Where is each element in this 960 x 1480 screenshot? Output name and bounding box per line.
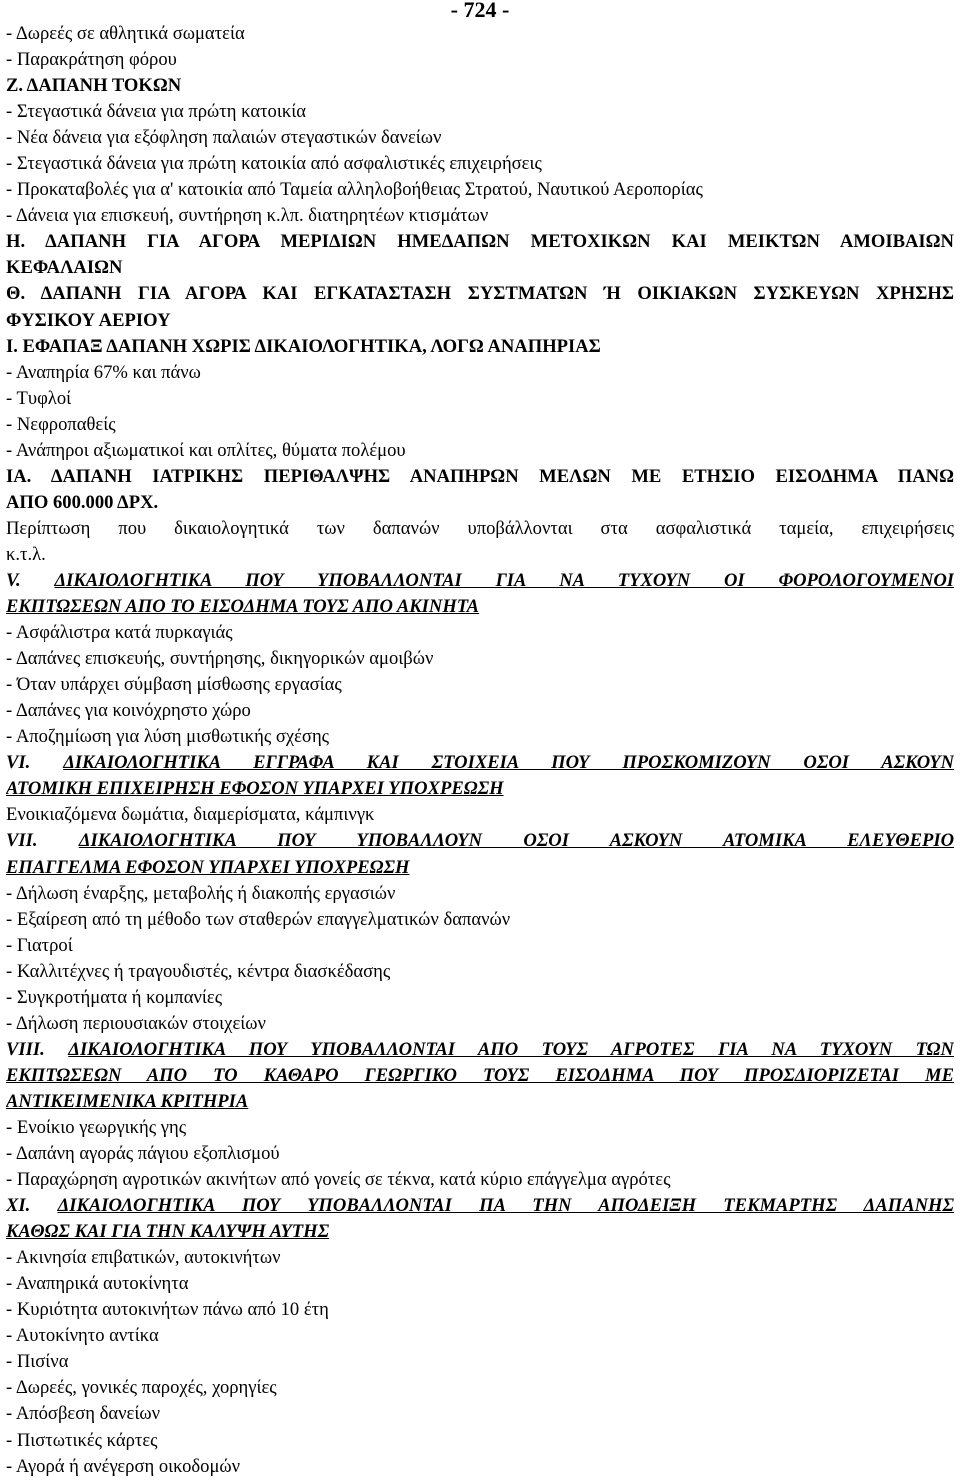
text-line: - Ασφάλιστρα κατά πυρκαγιάς (6, 622, 233, 644)
text-line: - Στεγαστικά δάνεια για πρώτη κατοικία (6, 101, 306, 123)
section-heading: ΕΚΠΤΩΣΕΩΝ ΑΠΟ ΤΟ ΕΙΣΟΔΗΜΑ ΤΟΥΣ ΑΠΟ ΑΚΙΝΗΤΑ (6, 596, 480, 618)
subsection-heading: Θ. ΔΑΠΑΝΗ ΓΙΑ ΑΓΟΡΑ ΚΑΙ ΕΓΚΑΤΑΣΤΑΣΗ ΣΥΣΤΜΑΤΩΝ Ή ΟΙΚΙΑΚΩΝ ΣΥΣΚΕΥΩΝ ΧΡΗΣΗΣ (6, 283, 954, 305)
text-line: - Προκαταβολές για α' κατοικία από Ταμεία αλληλοβοήθειας Στρατού, Ναυτικού Αεροπορίας (6, 179, 703, 201)
section-heading: VIII. ΔΙΚΑΙΟΛΟΓΗΤΙΚΑ ΠΟΥ ΥΠΟΒΑΛΛΟΝΤΑΙ ΑΠΟ ΤΟΥΣ ΑΓΡΟΤΕΣ ΓΙΑ ΝΑ ΤΥΧΟΥΝ ΤΩΝ (6, 1038, 954, 1060)
text-line: - Τυφλοί (6, 387, 72, 409)
text-line: - Αυτοκίνητο αντίκα (6, 1325, 159, 1347)
document-body (6, 21, 954, 1480)
text-line: - Δήλωση έναρξης, μεταβολής ή διακοπής εργασιών (6, 882, 396, 904)
text-line: - Πιστωτικές κάρτες (6, 1429, 158, 1451)
text-line: - Δαπάνες για κοινόχρηστο χώρο (6, 700, 251, 722)
text-line: - Ενοίκιο γεωργικής γης (6, 1116, 187, 1138)
text-line: - Παραχώρηση αγροτικών ακινήτων από γονείς σε τέκνα, κατά κύριο επάγγελμα αγρότες (6, 1169, 671, 1191)
section-heading: XI. ΔΙΚΑΙΟΛΟΓΗΤΙΚΑ ΠΟΥ ΥΠΟΒΑΛΛΟΝΤΑΙ ΠΑ ΤΗΝ ΑΠΟΔΕΙΞΗ ΤΕΚΜΑΡΤΗΣ ΔΑΠΑΝΗΣ (6, 1195, 954, 1217)
section-heading: V. ΔΙΚΑΙΟΛΟΓΗΤΙΚΑ ΠΟΥ ΥΠΟΒΑΛΛΟΝΤΑΙ ΓΙΑ ΝΑ ΤΥΧΟΥΝ ΟΙ ΦΟΡΟΛΟΓΟΥΜΕΝΟΙ (6, 569, 954, 591)
text-line: - Συγκροτήματα ή κομπανίες (6, 986, 223, 1008)
text-line: - Δωρεές σε αθλητικά σωματεία (6, 23, 245, 44)
text-line: - Όταν υπάρχει σύμβαση μίσθωσης εργασίας (6, 674, 342, 696)
text-line: - Δωρεές, γονικές παροχές, χορηγίες (6, 1377, 277, 1399)
text-line: - Παρακράτηση φόρου (6, 49, 177, 71)
text-line: Περίπτωση που δικαιολογητικά των δαπανών υποβάλλονται στα ασφαλιστικά ταμεία, επιχειρήσεις (6, 517, 954, 539)
page-number: - 724 - (450, 0, 510, 22)
section-heading: ΑΝΤΙΚΕΙΜΕΝΙΚΑ ΚΡΙΤΗΡΙΑ (6, 1090, 249, 1112)
text-line: - Αποζημίωση για λύση μισθωτικής σχέσης (6, 726, 330, 748)
text-line: - Δάνεια για επισκευή, συντήρηση κ.λπ. διατηρητέων κτισμάτων (6, 205, 489, 227)
text-line: - Αναπηρικά αυτοκίνητα (6, 1273, 189, 1295)
text-line: - Πισίνα (6, 1351, 69, 1373)
text-line: - Νεφροπαθείς (6, 413, 116, 435)
text-line: - Ακινησία επιβατικών, αυτοκινήτων (6, 1247, 281, 1269)
section-heading: VI. ΔΙΚΑΙΟΛΟΓΗΤΙΚΑ ΕΓΓΡΑΦΑ ΚΑΙ ΣΤΟΙΧΕΙΑ ΠΟΥ ΠΡΟΣΚΟΜΙΖΟΥΝ ΟΣΟΙ ΑΣΚΟΥΝ (6, 752, 954, 774)
text-line: - Δήλωση περιουσιακών στοιχείων (6, 1012, 266, 1034)
subsection-heading: ΑΠΟ 600.000 ΔΡΧ. (6, 491, 159, 513)
text-line: - Ανάπηροι αξιωματικοί και οπλίτες, θύματα πολέμου (6, 439, 406, 461)
section-heading: ΑΤΟΜΙΚΗ ΕΠΙΧΕΙΡΗΣΗ ΕΦΟΣΟΝ ΥΠΑΡΧΕΙ ΥΠΟΧΡΕΩΣΗ (6, 778, 504, 800)
text-line: Ενοικιαζόμενα δωμάτια, διαμερίσματα, κάμπινγκ (6, 804, 375, 826)
text-line: - Αναπηρία 67% και πάνω (6, 361, 201, 383)
section-heading: ΕΚΠΤΩΣΕΩΝ ΑΠΟ ΤΟ ΚΑΘΑΡΟ ΓΕΩΡΓΙΚΟ ΤΟΥΣ ΕΙΣΟΔΗΜΑ ΠΟΥ ΠΡΟΣΔΙΟΡΙΖΕΤΑΙ ΜΕ (6, 1064, 954, 1086)
section-heading: ΕΠΑΓΓΕΛΜΑ ΕΦΟΣΟΝ ΥΠΑΡΧΕΙ ΥΠΟΧΡΕΩΣΗ (6, 856, 410, 878)
text-line: - Δαπάνη αγοράς πάγιου εξοπλισμού (6, 1143, 280, 1165)
text-line: κ.τ.λ. (6, 543, 46, 565)
subsection-heading: Ζ. ΔΑΠΑΝΗ ΤΟΚΩΝ (6, 75, 182, 97)
subsection-heading: ΦΥΣΙΚΟΥ ΑΕΡΙΟΥ (6, 309, 171, 331)
subsection-heading: ΚΕΦΑΛΑΙΩΝ (6, 257, 123, 279)
text-line: - Καλλιτέχνες ή τραγουδιστές, κέντρα διασκέδασης (6, 960, 391, 982)
text-line: - Δαπάνες επισκευής, συντήρησης, δικηγορικών αμοιβών (6, 648, 434, 670)
subsection-heading: ΙΑ. ΔΑΠΑΝΗ ΙΑΤΡΙΚΗΣ ΠΕΡΙΘΑΛΨΗΣ ΑΝΑΠΗΡΩΝ ΜΕΛΩΝ ΜΕ ΕΤΗΣΙΟ ΕΙΣΟΔΗΜΑ ΠΑΝΩ (6, 465, 954, 487)
text-line: - Γιατροί (6, 934, 73, 956)
text-line: - Νέα δάνεια για εξόφληση παλαιών στεγαστικών δανείων (6, 127, 442, 149)
text-line: - Στεγαστικά δάνεια για πρώτη κατοικία από ασφαλιστικές επιχειρήσεις (6, 153, 542, 175)
text-line: - Κυριότητα αυτοκινήτων πάνω από 10 έτη (6, 1299, 329, 1321)
text-line: - Εξαίρεση από τη μέθοδο των σταθερών επαγγελματικών δαπανών (6, 908, 511, 930)
text-line: - Απόσβεση δανείων (6, 1403, 160, 1425)
text-line: - Αγορά ή ανέγερση οικοδομών (6, 1455, 241, 1477)
subsection-heading: Ι. ΕΦΑΠΑΞ ΔΑΠΑΝΗ ΧΩΡΙΣ ΔΙΚΑΙΟΛΟΓΗΤΙΚΑ, ΛΟΓΩ ΑΝΑΠΗΡΙΑΣ (6, 335, 601, 357)
section-heading: VII. ΔΙΚΑΙΟΛΟΓΗΤΙΚΑ ΠΟΥ ΥΠΟΒΑΛΛΟΥΝ ΟΣΟΙ ΑΣΚΟΥΝ ΑΤΟΜΙΚΑ ΕΛΕΥΘΕΡΙΟ (6, 830, 954, 852)
section-heading: ΚΑΘΩΣ ΚΑΙ ΓΙΑ ΤΗΝ ΚΑΛΥΨΗ ΑΥΤΗΣ (6, 1221, 330, 1243)
subsection-heading: Η. ΔΑΠΑΝΗ ΓΙΑ ΑΓΟΡΑ ΜΕΡΙΔΙΩΝ ΗΜΕΔΑΠΩΝ ΜΕΤΟΧΙΚΩΝ ΚΑΙ ΜΕΙΚΤΩΝ ΑΜΟΙΒΑΙΩΝ (6, 231, 954, 253)
